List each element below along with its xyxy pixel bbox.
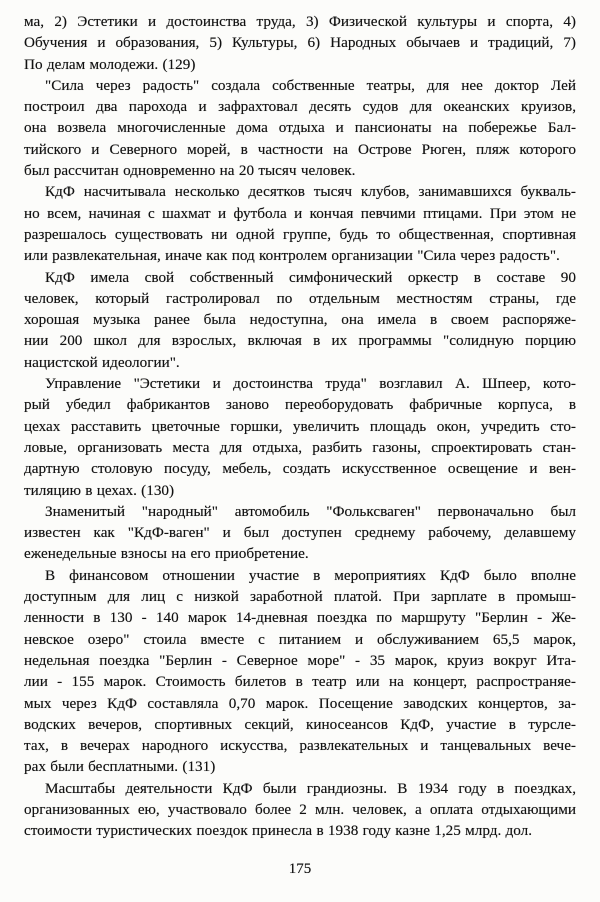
paragraph: [24, 565, 576, 778]
text-line: известен как "КдФ-ваген" и был доступен среднему рабочему, делавшему: [24, 524, 576, 542]
text-line: доступным для лиц с низкой заработной платой. При зарплате в промыш-: [24, 588, 576, 606]
paragraph: [24, 501, 576, 565]
page-number: 175: [288, 861, 312, 877]
text-line: Масштабы деятельности КдФ были грандиозны. В 1934 году в поездках,: [45, 779, 576, 797]
paragraph: [24, 11, 576, 75]
text-line: дартную столовую посуду, мебель, создать искусственное освещение и вен-: [24, 460, 576, 478]
page-text: [24, 11, 576, 842]
text-line: Обучения и образования, 5) Культуры, 6) Народных обычаев и традиций, 7): [24, 34, 576, 52]
text-line: тийского и Северного морей, в частности на Острове Рюген, пляж которого: [24, 140, 576, 158]
text-line: рах были бесплатными. (131): [24, 758, 216, 776]
paragraph: [24, 75, 576, 181]
text-line: но всем, начиная с шахмат и футбола и кончая певчими птицами. При этом не: [24, 204, 576, 222]
paragraph: [24, 267, 576, 373]
text-line: ма, 2) Эстетики и достоинства труда, 3) Физической культуры и спорта, 4): [24, 13, 576, 30]
text-line: нацистской идеологии".: [24, 353, 180, 371]
paragraph: [24, 181, 576, 266]
text-line: В финансовом отношении участие в мероприятиях КдФ было вполне: [45, 566, 576, 584]
text-line: еженедельные взносы на его приобретение.: [24, 545, 309, 563]
text-line: ловые, организовать места для отдыха, разбить газоны, спроектировать стан-: [24, 438, 576, 456]
text-line: нии 200 школ для взрослых, включая в их программы "солидную порцию: [24, 332, 576, 350]
text-line: Знаменитый "народный" автомобиль "Фольксваген" первоначально был: [45, 502, 576, 520]
text-line: "Сила через радость" создала собственные театры, для нее доктор Лей: [45, 76, 576, 94]
text-line: рый убедил фабрикантов заново переоборудовать фабричные корпуса, в: [24, 396, 576, 414]
text-line: цехах расставить цветочные горшки, увеличить площадь окон, учредить сто-: [24, 417, 576, 435]
text-line: мых через КдФ составляла 0,70 марок. Посещение заводских концертов, за-: [24, 694, 576, 712]
text-line: недельная поездка "Берлин - Северное море" - 35 марок, круиз вокруг Ита-: [24, 651, 576, 669]
text-line: построил два парохода и зафрахтовал десять судов для океанских круизов,: [24, 98, 576, 116]
text-line: хорошая музыка ранее была недоступна, она имела в своем распоряже-: [24, 311, 576, 329]
text-line: разрешалось существовать ни одной группе, будь то общественная, спортивная: [24, 225, 576, 243]
text-line: она возвела многочисленные дома отдыха и пансионаты на побережье Бал-: [24, 119, 576, 137]
text-line: человек, который гастролировал по отдельным местностям страны, где: [24, 289, 576, 307]
text-line: невское озеро" стоила вместе с питанием и обслуживанием 65,5 марок,: [24, 630, 576, 648]
text-line: По делам молодежи. (129): [24, 55, 196, 73]
text-line: ленности в 130 - 140 марок 14-дневная поездка по маршруту "Берлин - Же-: [24, 609, 576, 627]
text-line: Управление "Эстетики и достоинства труда" возглавил А. Шпеер, кото-: [45, 375, 576, 393]
text-line: КдФ насчитывала несколько десятков тысяч клубов, занимавшихся букваль-: [45, 183, 576, 201]
text-line: организованных ею, участвовало более 2 млн. человек, а оплата отдыхающими: [24, 800, 576, 818]
text-line: тиляцию в цехах. (130): [24, 481, 175, 499]
paragraph: [24, 778, 576, 842]
text-line: лии - 155 марок. Стоимость билетов в театр или на концерт, распространяе-: [24, 673, 576, 691]
text-line: был рассчитан одновременно на 20 тысяч человек.: [24, 162, 356, 180]
text-line: тах, в вечерах народного искусства, развлекательных и танцевальных вече-: [24, 737, 576, 755]
text-line: КдФ имела свой собственный симфонический оркестр в составе 90: [45, 268, 576, 286]
text-line: водских вечеров, спортивных секций, киносеансов КдФ, участие в турсле-: [24, 715, 576, 733]
text-line: стоимости туристических поездок принесла в 1938 году казне 1,25 млрд. дол.: [24, 822, 533, 840]
paragraph: [24, 373, 576, 501]
text-line: или развлекательная, иначе как под контролем организации "Сила через радость".: [24, 247, 560, 265]
